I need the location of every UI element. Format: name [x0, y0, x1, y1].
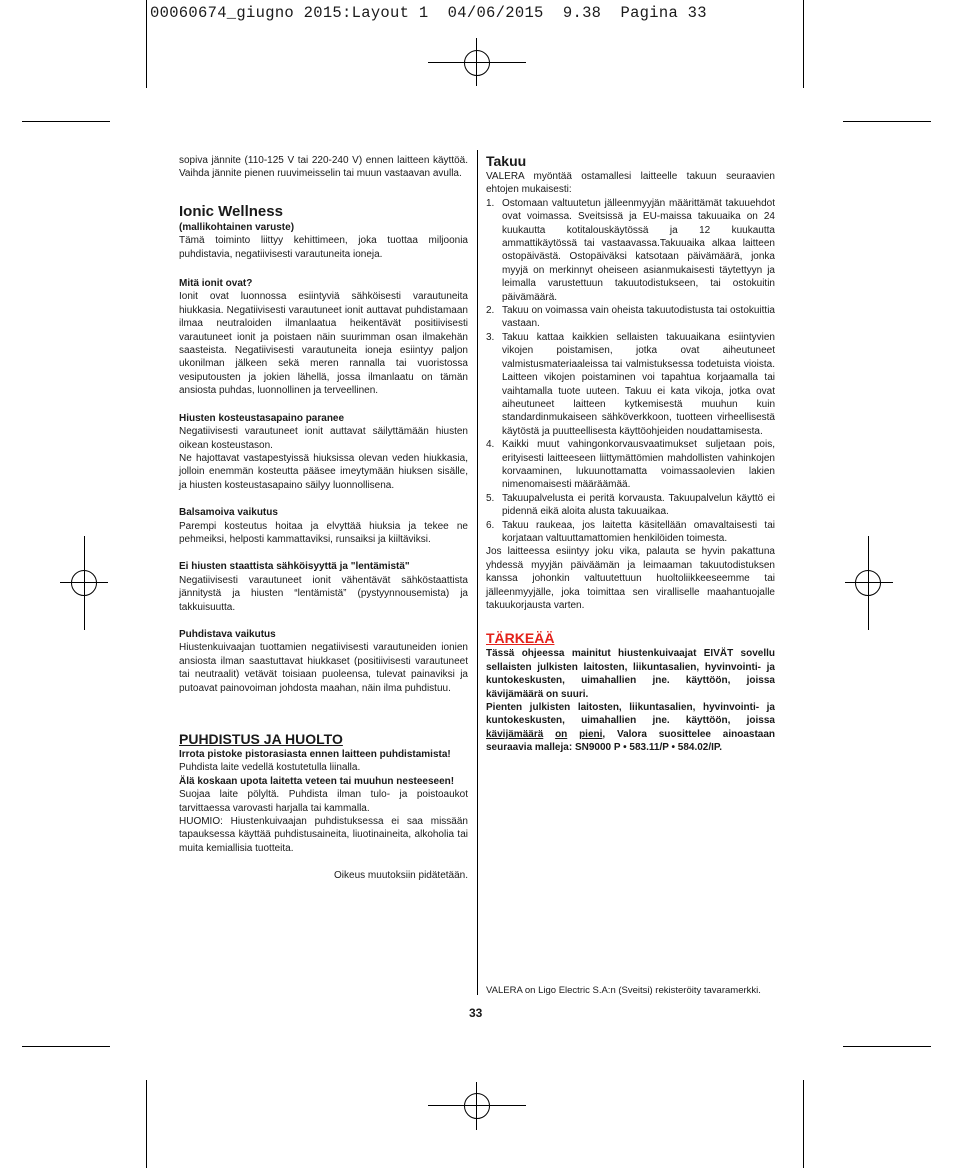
crop-mark — [22, 1046, 110, 1047]
static-heading: Ei hiusten staattista sähköisyyttä ja "lentämistä" — [179, 561, 410, 573]
ions-text: Ionit ovat luonnossa esiintyviä sähköisesti varautuneita hiukkasia. Negatiivisesti varautuneet ionit auttavat puhdistamaan ilmaa neutraloiden ilmanlaatua heikentävät positiivisesti varautuneet ionit ja poistaen näin suurimman osan ilmakehän saasteista. Negatiivisesti varautuneita ioneja esiintyy paljon ukonilman jälkeen sekä meren rannalla tai vuoristossa vesiputousten ja jokien lähellä, jossa ilmanlaatu on tämän ansiosta puhdas, luonnollinen ja terveellinen. — [179, 291, 468, 397]
crop-mark — [146, 1080, 147, 1168]
warranty-intro: VALERA myöntää ostamallesi laitteelle takuun seuraavien ehtojen mukaisesti: — [486, 171, 775, 196]
registration-circle — [71, 570, 97, 596]
ionic-wellness-heading: Ionic Wellness — [179, 202, 283, 220]
crop-mark — [843, 121, 931, 122]
warranty-term: 5. Takuupalvelusta ei peritä korvausta. Takuupalvelun käyttö ei pidennä eikä aloita alusta takuuaikaa. — [486, 492, 775, 518]
warranty-term: 6. Takuu raukeaa, jos laitetta käsitellään omavaltaisesti tai korjataan valtuuttamattomien henkilöiden toimesta. — [486, 519, 775, 544]
voltage-intro: sopiva jännite (110-125 V tai 220-240 V) ennen laitteen käyttöä. Vaihda jännite pienen ruuvimeisselin tai muun vastaavan avulla. — [179, 155, 468, 180]
important-text-2: Pienten julkisten laitosten, liikuntasalien, hyvinvointi- ja kuntokeskusten, uimahallien jne. käyttöön, joissa kävijämäärä on pieni, Valora suosittelee ainoastaan seuraavia malleja: SN9000 P • 583.11/P • 584.02/IP. — [486, 702, 776, 754]
warranty-terms-list — [486, 197, 775, 546]
warranty-heading: Takuu — [486, 153, 527, 169]
trademark-note: VALERA on Ligo Electric S.A:n (Sveitsi) rekisteröity tavaramerkki. — [486, 985, 761, 996]
cleansing-text: Hiustenkuivaajan tuottamien negatiivisesti varautuneiden ionien ansiosta ilman saastuttavat hiukkaset (positiivisesti varautuneet tai neutraalit) vetävät toisiaan puoleensa, tulevat painaviksi ja putoavat painovoiman johdosta maahan, näin ilma puhdistuu. — [179, 642, 468, 694]
warranty-outro: Jos laitteessa esiintyy joku vika, palauta se hyvin pakattuna yhdessä myyjän päiväämän ja leimaaman takuutodistuksen kanssa johonkin valtuutettuun huoltoliikkeeseemme tai jälleenmyyjälle, joka toimittaa sen viralliselle maahantuojalle takuukorjausta varten. — [486, 546, 775, 611]
cleaning-warning-1: Irrota pistoke pistorasiasta ennen laitteen puhdistamista! — [179, 749, 451, 760]
important-heading: TÄRKEÄÄ — [486, 630, 555, 647]
left-column — [179, 154, 468, 883]
crop-mark — [803, 0, 804, 88]
rights-note: Oikeus muutoksiin pidätetään. — [334, 870, 468, 882]
cleansing-heading: Puhdistava vaikutus — [179, 628, 276, 640]
balsam-heading: Balsamoiva vaikutus — [179, 507, 278, 519]
print-slug: 00060674_giugno 2015:Layout 1 04/06/2015 9.38 Pagina 33 — [150, 4, 707, 22]
ions-heading: Mitä ionit ovat? — [179, 278, 253, 290]
warranty-term: 4. Kaikki muut vahingonkorvausvaatimukset suljetaan pois, erityisesti laitteeseen liittymättömien mahdollisten vahinkojen korvaaminen, lukuunottamatta voimassaolevien lakien nimenomaisesti määräämää. — [486, 439, 775, 491]
static-text: Negatiivisesti varautuneet ionit vähentävät sähköstaattista jännitystä ja hiusten “lentämistä” (pystyynnousemista) ja takkuisuutta. — [179, 574, 468, 613]
ionic-text: Tämä toiminto liittyy kehittimeen, joka tuottaa miljoonia puhdistavia, negatiivisesti varautuneita ioneja. — [179, 235, 468, 260]
crop-mark — [843, 1046, 931, 1047]
registration-circle — [855, 570, 881, 596]
warranty-term: 3. Takuu kattaa kaikkien sellaisten takuuaikana esiintyvien vikojen poistamisen, jotka ovat aiheutuneet valmistusmateriaaleissa tai valmistuksessa todetuista vioista. Laitteen vikojen poistaminen voi tapahtua korjaamalla tai vaihtamalla tuote uuteen. Takuu ei kata vikoja, jotka ovat aiheutuneet laitteen kytkemisestä muuhun kuin standardinmukaiseen sähköverkkoon, tuotteen virheellisestä käytöstä ja puutteellisesta käyttöohjeiden noudattamisesta. — [486, 331, 775, 437]
moisture-heading: Hiusten kosteustasapaino paranee — [179, 412, 345, 424]
crop-mark — [803, 1080, 804, 1168]
moisture-text-1: Negatiivisesti varautuneet ionit auttavat säilyttämään hiusten oikean kosteustason. — [179, 426, 468, 451]
moisture-text-2: Ne hajottavat vastapestyissä hiuksissa olevan veden hiukkasia, jolloin enemmän kosteutta pääsee imeytymään hiuksen sisälle, ja hiusten kosteustasapaino säilyy luonnollisena. — [179, 452, 468, 491]
cleaning-warning-2: Älä koskaan upota laitetta veteen tai muuhun nesteeseen! — [179, 775, 455, 787]
cleaning-text-3: HUOMIO: Hiustenkuivaajan puhdistuksessa ei saa missään tapauksessa käyttää puhdistusaineita, liuotinaineita, alkoholia tai muita kemiallisia tuotteita. — [179, 816, 468, 854]
registration-circle — [464, 1093, 490, 1119]
crop-mark — [146, 0, 147, 88]
balsam-text: Parempi kosteutus hoitaa ja elvyttää hiuksia ja tekee ne pehmeiksi, helposti kammattaviksi, runsaiksi ja kiiltäviksi. — [179, 520, 468, 545]
important-text-1: Tässä ohjeessa mainitut hiustenkuivaajat EIVÄT sovellu sellaisten julkisten laitosten, liikuntasalien, hyvinvointi- ja kuntokeskusten, uimahallien jne. käyttöön, joissa kävijämäärä on suuri. — [486, 648, 775, 700]
right-column — [486, 153, 775, 755]
cleaning-text-2: Suojaa laite pölyltä. Puhdista ilman tulo- ja poistoaukot tarvittaessa varovasti harjalla tai kammalla. — [179, 789, 468, 814]
cleaning-text-1: Puhdista laite vedellä kostutetulla liinalla. — [179, 762, 361, 774]
cleaning-heading: PUHDISTUS JA HUOLTO — [179, 731, 343, 747]
crop-mark — [22, 121, 110, 122]
warranty-term: 2. Takuu on voimassa vain oheista takuutodistusta tai ostokuittia vastaan. — [486, 305, 775, 330]
page-number: 33 — [469, 1006, 483, 1020]
warranty-term: 1. Ostomaan valtuutetun jälleenmyyjän määrittämät takuuehdot ovat voimassa. Sveitsissä ja EU-maissa takuuaika on 24 kuukautta kotitalouskäytössä ja 12 kuukautta ammattikäytössä tai vastaavassa.Takuuaika alkaa laitteen ostopäivästä. Ostopäiväksi katsotaan päivämäärä, jonka myyjä on merkinnyt oheiseen asianmukaisesti täytettyyn ja leimalla varustettuun takuutodistukseen, tai ostokuitin päivämäärä. — [486, 197, 775, 303]
registration-circle — [464, 50, 490, 76]
column-divider — [477, 150, 478, 995]
ionic-subheading: (mallikohtainen varuste) — [179, 221, 295, 233]
